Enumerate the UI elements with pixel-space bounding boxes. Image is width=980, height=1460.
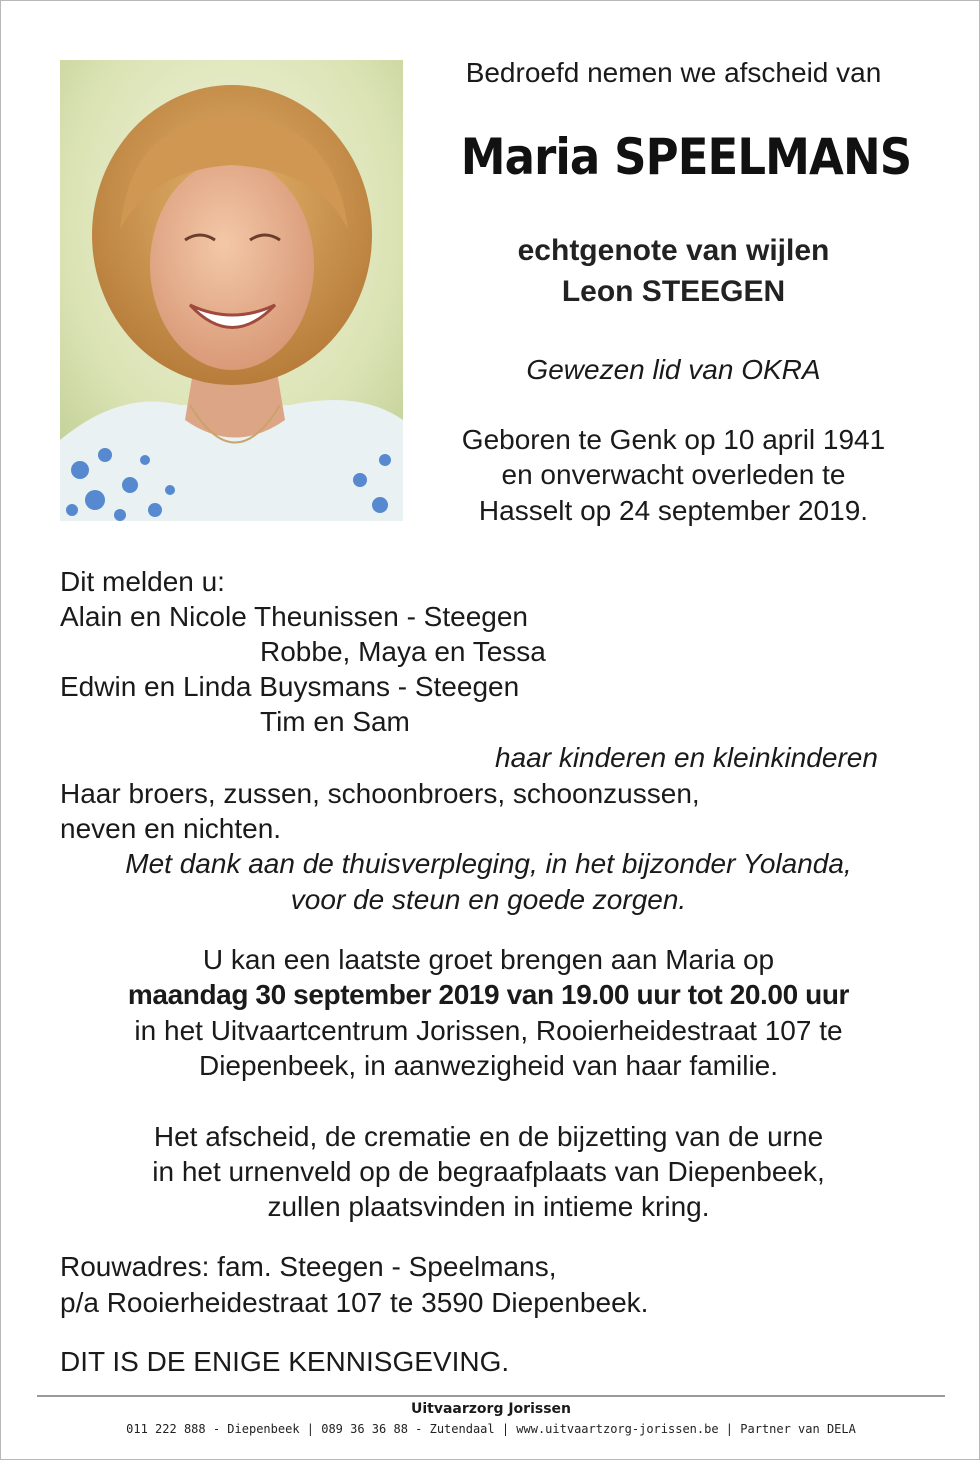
relatives-line-2: neven en nichten.	[60, 813, 282, 844]
family-line-2: Edwin en Linda Buysmans - Steegen	[60, 671, 520, 702]
ceremony-line-3: zullen plaatsvinden in intieme kring.	[267, 1191, 710, 1222]
portrait-photo	[60, 60, 403, 521]
grandchildren-line-1: Robbe, Maya en Tessa	[260, 636, 546, 667]
ceremony-line-2: in het urnenveld op de begraafplaats van Diepenbeek,	[152, 1156, 825, 1187]
thanks-line-2: voor de steun en goede zorgen.	[290, 884, 687, 915]
relatives-line-1: Haar broers, zussen, schoonbroers, schoonzussen,	[60, 778, 700, 809]
spouse-name: Leon STEEGEN	[561, 275, 786, 308]
death-line-1: en onverwacht overleden te	[501, 459, 846, 490]
intro-text: Bedroefd nemen we afscheid van	[465, 57, 882, 88]
thanks-line-1: Met dank aan de thuisverpleging, in het bijzonder Yolanda,	[125, 848, 852, 879]
notice-text: DIT IS DE ENIGE KENNISGEVING.	[60, 1346, 510, 1377]
funeral-company-name: Uitvaarzorg Jorissen	[410, 1401, 571, 1417]
birth-line: Geboren te Genk op 10 april 1941	[461, 424, 886, 455]
children-role: haar kinderen en kleinkinderen	[495, 742, 878, 773]
visitation-location-1: in het Uitvaartcentrum Jorissen, Rooierheidestraat 107 te	[134, 1015, 843, 1046]
announcers-heading: Dit melden u:	[60, 566, 225, 597]
family-line-1: Alain en Nicole Theunissen - Steegen	[60, 601, 529, 632]
grandchildren-line-2: Tim en Sam	[260, 706, 410, 737]
membership-text: Gewezen lid van OKRA	[526, 354, 821, 385]
visitation-intro: U kan een laatste groet brengen aan Maria op	[202, 944, 775, 975]
death-line-2: Hasselt op 24 september 2019.	[478, 495, 869, 526]
ceremony-line-1: Het afscheid, de crematie en de bijzetting van de urne	[153, 1121, 824, 1152]
mourning-address-1: Rouwadres: fam. Steegen - Speelmans,	[60, 1251, 557, 1282]
deceased-name: Maria SPEELMANS	[460, 128, 912, 186]
funeral-company-contact: 011 222 888 - Diepenbeek | 089 36 36 88 - Zutendaal | www.uitvaartzorg-jorissen.be | Partner van DELA	[126, 1422, 856, 1436]
visitation-location-2: Diepenbeek, in aanwezigheid van haar familie.	[198, 1050, 779, 1081]
footer-divider	[37, 1395, 945, 1397]
mourning-address-2: p/a Rooierheidestraat 107 te 3590 Diepenbeek.	[60, 1287, 649, 1318]
visitation-datetime: maandag 30 september 2019 van 19.00 uur tot 20.00 uur	[127, 979, 850, 1010]
spouse-relation: echtgenote van wijlen	[517, 234, 830, 267]
